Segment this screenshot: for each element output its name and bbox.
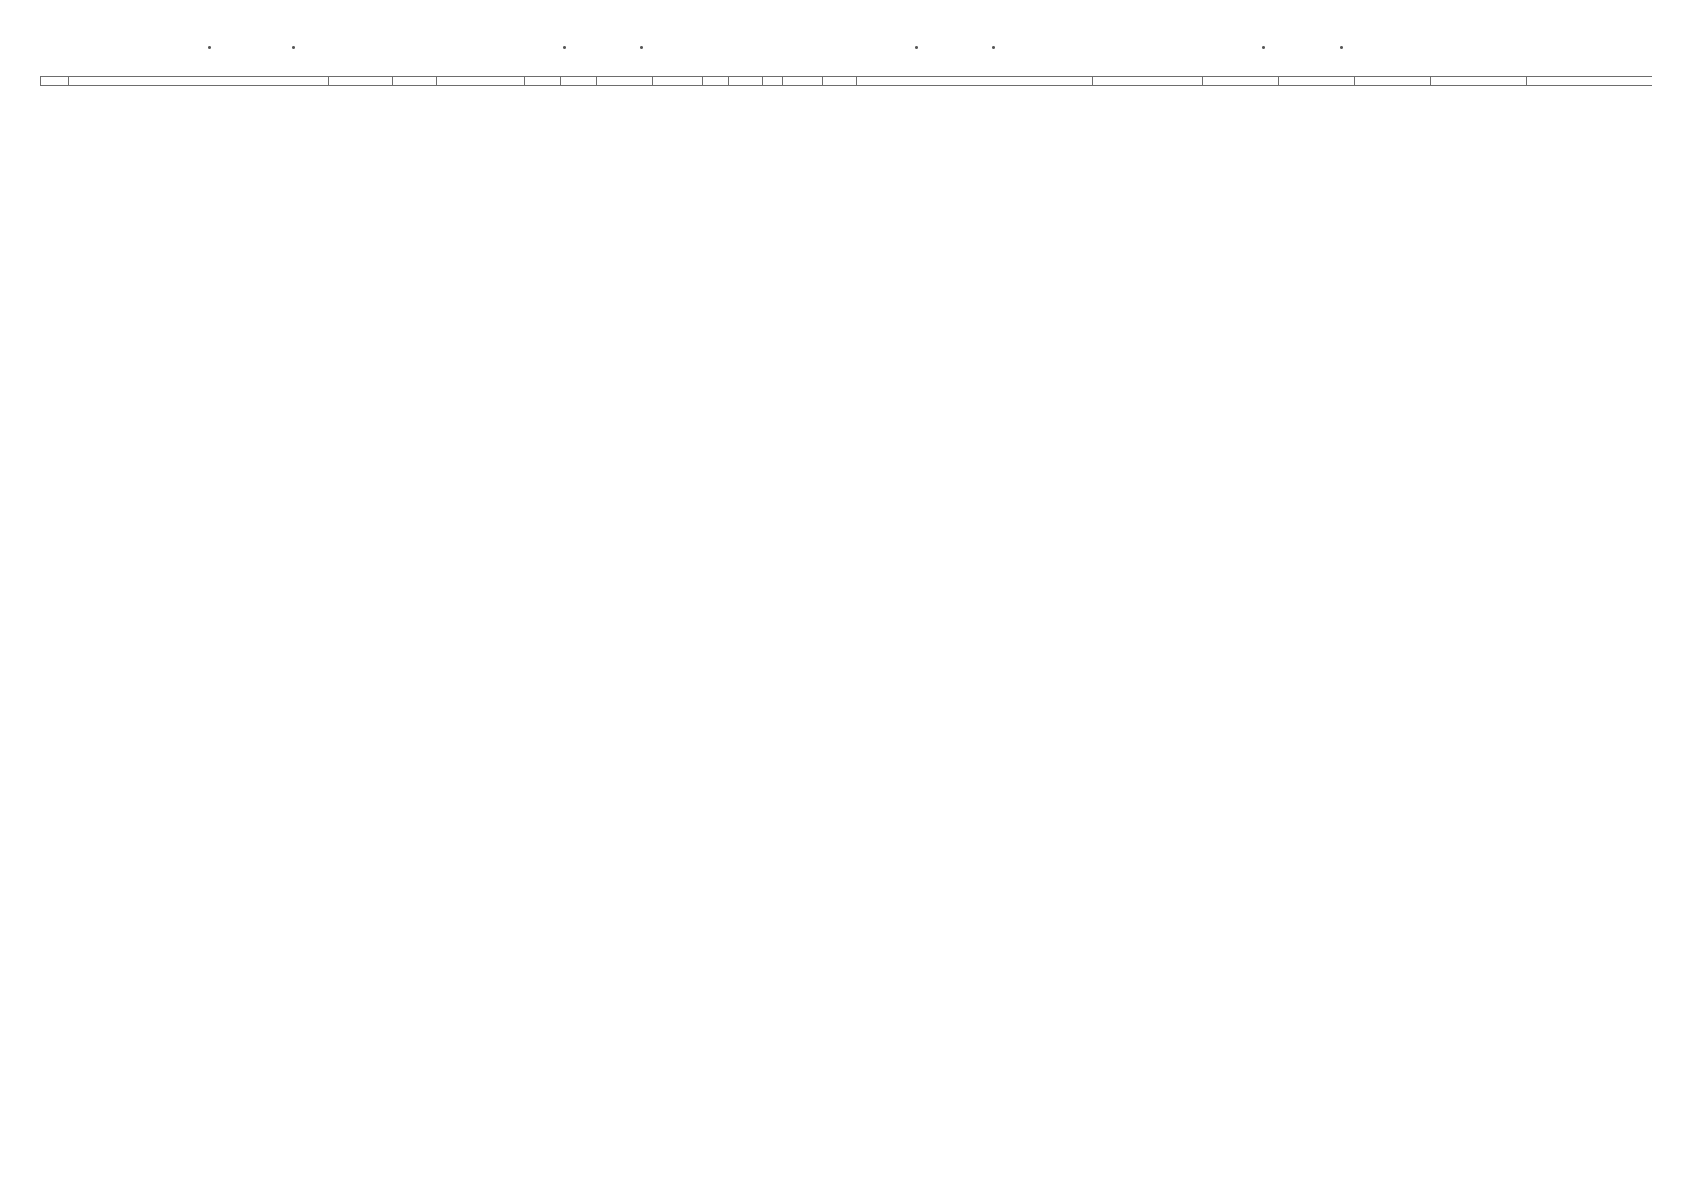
table-cell xyxy=(41,77,69,86)
table-cell xyxy=(783,77,823,86)
table-cell xyxy=(393,77,437,86)
table-cell xyxy=(561,77,597,86)
table-cell xyxy=(1431,77,1527,86)
scan-mark xyxy=(640,46,643,49)
table-cell xyxy=(1279,77,1355,86)
table-cell xyxy=(1203,77,1279,86)
scan-mark xyxy=(292,46,295,49)
table-cell xyxy=(525,77,561,86)
table-cell xyxy=(597,77,653,86)
scan-mark xyxy=(992,46,995,49)
table-cell xyxy=(857,77,1093,86)
table-cell xyxy=(763,77,783,86)
table-cell xyxy=(329,77,393,86)
register-sheet xyxy=(40,76,1652,1176)
scan-mark xyxy=(563,46,566,49)
table-cell xyxy=(653,77,703,86)
scan-mark xyxy=(1262,46,1265,49)
table-cell xyxy=(1093,77,1203,86)
table-cell xyxy=(1355,77,1431,86)
table-cell xyxy=(69,77,329,86)
table-cell xyxy=(729,77,763,86)
scan-mark xyxy=(1340,46,1343,49)
housing-register-table xyxy=(40,76,1652,86)
scan-mark xyxy=(915,46,918,49)
table-cell xyxy=(437,77,525,86)
table-cell xyxy=(1527,77,1653,86)
table-row xyxy=(41,77,1653,86)
table-cell xyxy=(823,77,857,86)
table-cell xyxy=(703,77,729,86)
scan-mark xyxy=(208,46,211,49)
